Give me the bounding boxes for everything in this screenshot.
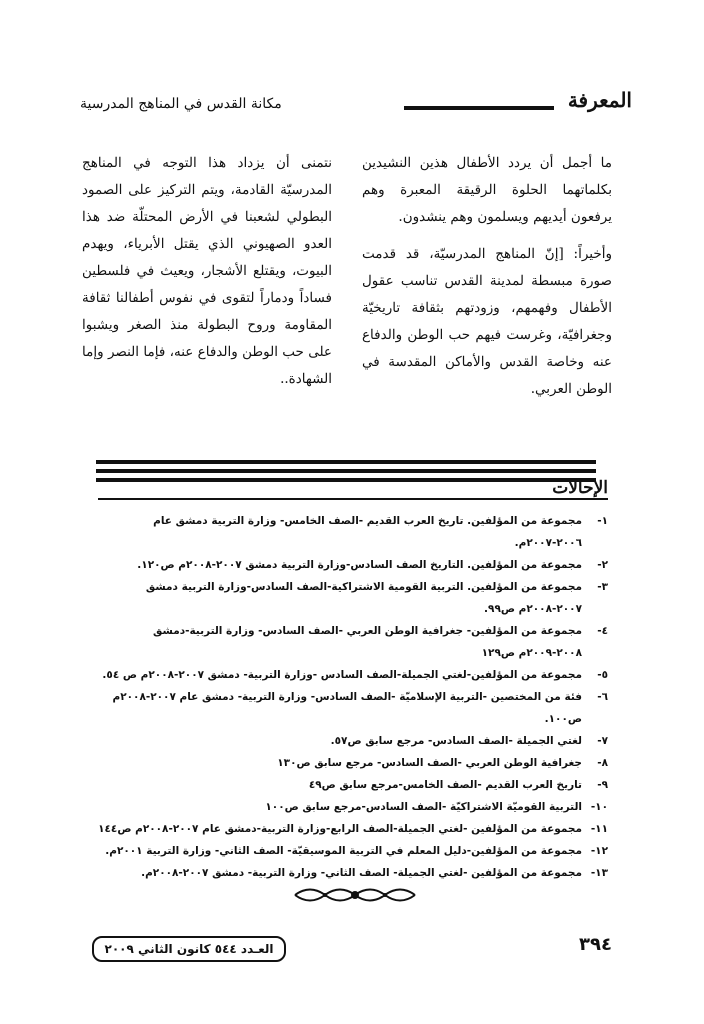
reference-number: ٥- — [597, 669, 608, 681]
issue-label: العـدد ٥٤٤ كانون الثاني ٢٠٠٩ — [92, 936, 286, 962]
running-title: مكانة القدس في المناهج المدرسية — [80, 96, 282, 112]
references-rule — [98, 498, 608, 500]
reference-number: ١- — [597, 515, 608, 527]
stripe — [96, 478, 596, 482]
reference-number: ٦- — [597, 691, 608, 703]
page-header — [80, 88, 640, 122]
reference-text: مجموعة من المؤلفين-دليل المعلم في التربية الموسيقيّة- الصف الثاني- وزارة التربية ٢٠٠١م. — [105, 845, 582, 857]
reference-number: ٢- — [597, 559, 608, 571]
reference-text: مجموعة من المؤلفين- جغرافية الوطن العربي -الصف السادس- وزارة التربية-دمشق ٢٠٠٨-٢٠٠٩م ص١٢٩ — [153, 625, 582, 659]
reference-number: ١١- — [590, 823, 608, 835]
reference-item — [88, 620, 608, 664]
reference-text: مجموعة من المؤلفين -لغتي الجميلة-الصف الرابع-وزارة التربية-دمشق عام ٢٠٠٧-٢٠٠٨م ص١٤٤ — [98, 823, 582, 835]
reference-text: مجموعة من المؤلفين. التربية القومية الاشتراكية-الصف السادس-وزارة التربية دمشق ٢٠٠٧-٢٠٠٨م ص٩٩. — [145, 581, 582, 615]
reference-item — [88, 664, 608, 686]
reference-text: مجموعة من المؤلفين. تاريخ العرب القديم -الصف الخامس- وزارة التربية دمشق عام ٢٠٠٦-٢٠٠٧م. — [153, 515, 582, 549]
reference-item — [88, 576, 608, 620]
reference-text: جغرافية الوطن العربي -الصف السادس- مرجع سابق ص١٣٠ — [277, 757, 582, 769]
reference-item — [88, 796, 608, 818]
body-column-left — [82, 150, 332, 403]
reference-number: ٤- — [597, 625, 608, 637]
stripe — [96, 460, 596, 464]
reference-number: ٨- — [597, 757, 608, 769]
reference-text: التربية القوميّة الاشتراكيّة -الصف السادس-مرجع سابق ص١٠٠ — [265, 801, 582, 813]
reference-item — [88, 510, 608, 554]
reference-number: ١٢- — [590, 845, 608, 857]
body-column-right — [362, 150, 612, 413]
reference-item — [88, 554, 608, 576]
header-rule — [404, 106, 554, 110]
reference-number: ٧- — [597, 735, 608, 747]
stripe — [96, 469, 596, 473]
magazine-logo: المعرفة — [567, 88, 632, 112]
page-number: ٣٩٤ — [579, 934, 612, 955]
reference-number: ٩- — [597, 779, 608, 791]
reference-item — [88, 686, 608, 730]
reference-text: فئة من المختصين -التربية الإسلاميّة -الصف السادس- وزارة التربية- دمشق عام ٢٠٠٧-٢٠٠٨م ص١٠٠. — [112, 691, 582, 725]
references-list — [88, 510, 608, 884]
reference-item — [88, 818, 608, 840]
reference-text: لغتي الجميلة -الصف السادس- مرجع سابق ص٥٧. — [330, 735, 582, 747]
reference-number: ١٠- — [590, 801, 608, 813]
reference-item — [88, 752, 608, 774]
reference-item — [88, 840, 608, 862]
reference-text: مجموعة من المؤلفين. التاريخ الصف السادس-وزارة التربية دمشق ٢٠٠٧-٢٠٠٨م ص١٢٠. — [137, 559, 582, 571]
decorative-stripes — [96, 460, 596, 487]
paragraph: وأخيراً: [إنّ المناهج المدرسيّة، قد قدمت صورة مبسطة لمدينة القدس تناسب عقول الأطفال وفهمهم، وزودتهم بثقافة تاريخيّة وجغرافيّة، وغرست فيهم حب الوطن والدفاع عنه وخاصة القدس والأماكن المقدسة في الوطن العربي. — [362, 246, 612, 397]
paragraph: نتمنى أن يزداد هذا التوجه في المناهج المدرسيّة القادمة، ويتم التركيز على الصمود البطولي لشعبنا في الأرض المحتلّة ضد هذا العدو الصهيوني الذي يقتل الأبرياء، ويهدم البيوت، ويقتلع الأشجار، ويعيث في فلسطين فساداً ودماراً لتقوى في نفوس أطفالنا ثقافة المقاومة وروح البطولة منذ الصغر ويشبوا على حب الوطن والدفاع عنه، فإما النصر وإما الشهادة.. — [82, 155, 332, 387]
reference-number: ٣- — [597, 581, 608, 593]
paragraph: ما أجمل أن يردد الأطفال هذين النشيدين بكلماتهما الحلوة الرقيقة المعبرة وهم يرفعون أيديهم ويسلمون وهم ينشدون. — [362, 155, 612, 225]
references-heading: الإحالات — [552, 478, 608, 498]
reference-number: ١٣- — [590, 867, 608, 879]
reference-item — [88, 730, 608, 752]
reference-text: مجموعة من المؤلفين-لغتي الجميلة-الصف السادس -وزارة التربية- دمشق ٢٠٠٧-٢٠٠٨م ص ٥٤. — [102, 669, 582, 681]
ornament-divider-icon — [290, 880, 420, 910]
reference-item — [88, 774, 608, 796]
reference-text: تاريخ العرب القديم -الصف الخامس-مرجع سابق ص٤٩ — [308, 779, 582, 791]
reference-text: مجموعة من المؤلفين -لغتي الجميلة- الصف الثاني- وزارة التربية- دمشق ٢٠٠٧-٢٠٠٨م. — [141, 867, 582, 879]
